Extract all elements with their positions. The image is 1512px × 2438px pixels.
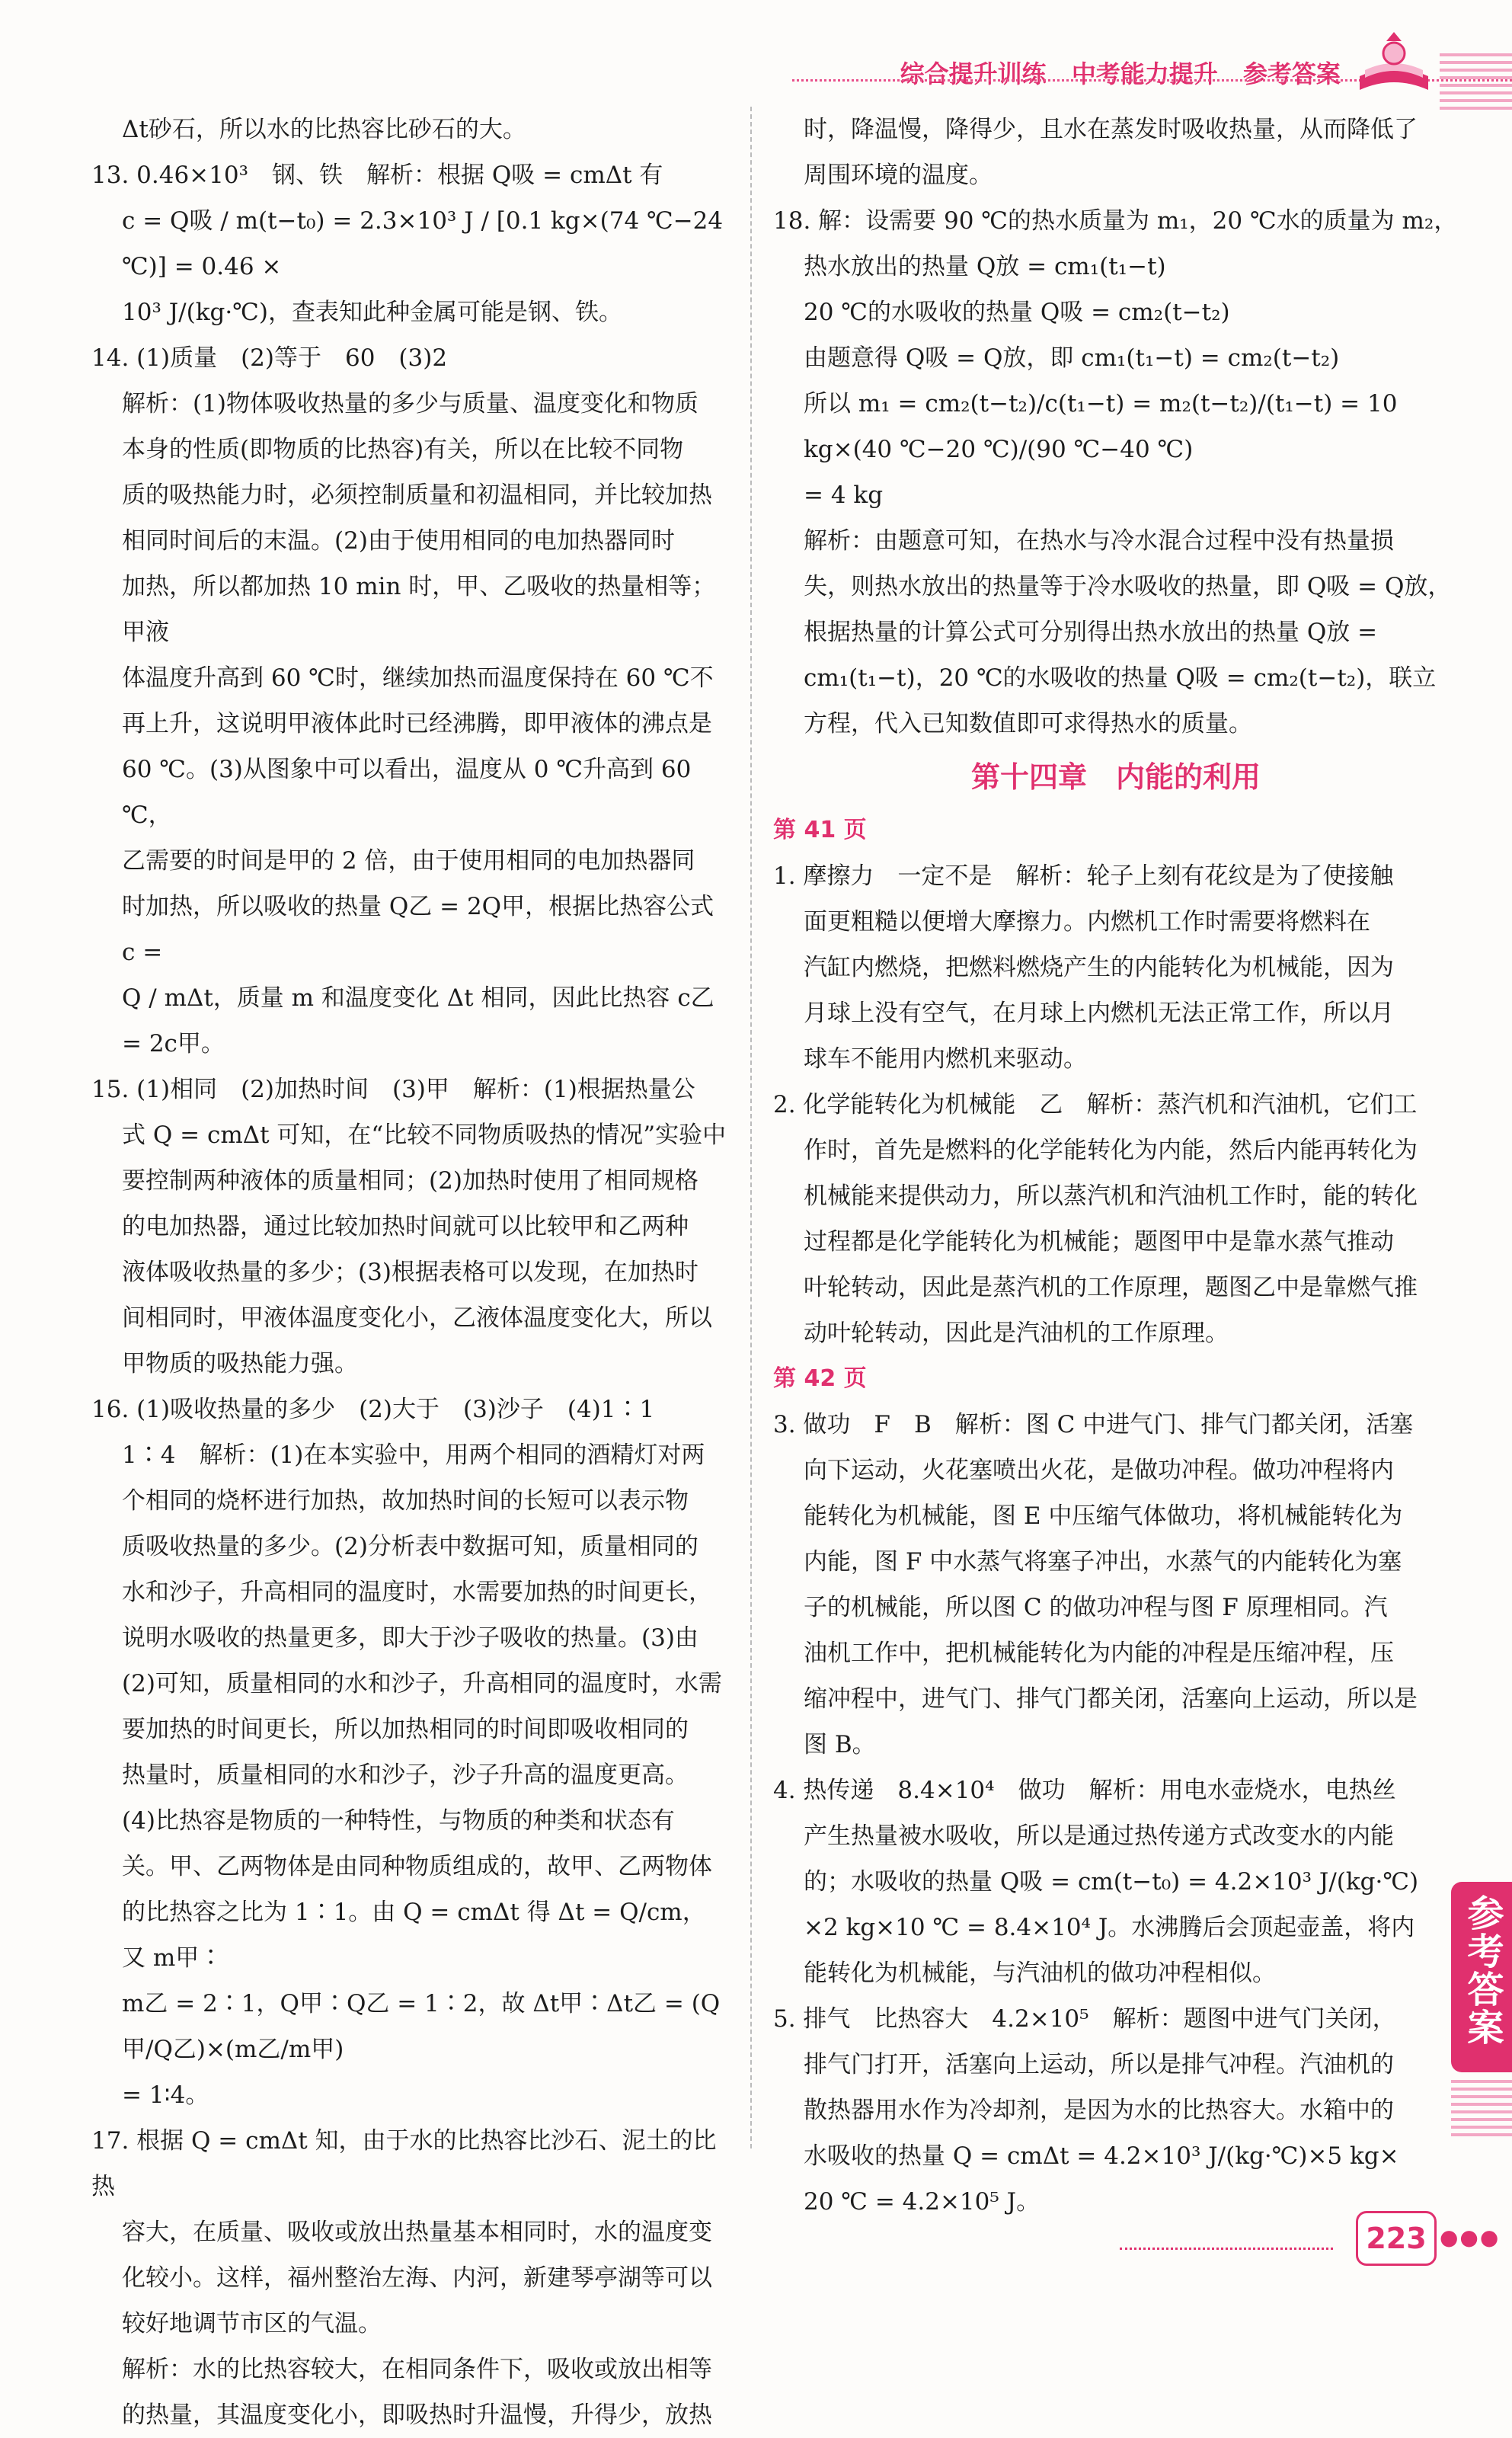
text-line: ×2 kg×10 ℃ = 8.4×10⁴ J。水沸腾后会顶起壶盖，将内 — [804, 1914, 1415, 1941]
left-column — [91, 107, 727, 2438]
page-ref-41: 第 41 页 — [773, 817, 867, 843]
text-line: 的；水吸收的热量 Q吸 = cm(t−t₀) = 4.2×10³ J/(kg·℃) — [804, 1868, 1419, 1896]
text-line: 叶轮转动，因此是蒸汽机的工作原理，题图乙中是靠燃气推 — [804, 1274, 1418, 1301]
page-number: 223 — [1356, 2211, 1437, 2266]
text-line: 1. 摩擦力 一定不是 解析：轮子上刻有花纹是为了使接触 — [773, 862, 1394, 890]
text-line: 内能，图 F 中水蒸气将塞子冲出，水蒸气的内能转化为塞 — [804, 1548, 1402, 1576]
text-line: 容大，在质量、吸收或放出热量基本相同时，水的温度变 — [122, 2219, 712, 2246]
text-line: m乙 = 2∶1，Q甲∶Q乙 = 1∶2，故 Δt甲∶Δt乙 = (Q甲/Q乙)×(m乙/m甲) — [122, 1990, 721, 2063]
text-line: 甲物质的吸热能力强。 — [122, 1350, 358, 1377]
right-column-part-c — [773, 1402, 1459, 2225]
text-line: 13. 0.46×10³ 钢、铁 解析：根据 Q吸 = cmΔt 有 — [91, 162, 663, 189]
text-line: 散热器用水作为冷却剂，是因为水的比热容大。水箱中的 — [804, 2097, 1394, 2124]
text-line: 18. 解：设需要 90 ℃的热水质量为 m₁，20 ℃水的质量为 m₂， — [773, 207, 1458, 235]
book-logo-icon — [1348, 30, 1440, 107]
text-line: 再上升，这说明甲液体此时已经沸腾，即甲液体的沸点是 — [122, 710, 712, 737]
text-line: 1∶4 解析：(1)在本实验中，用两个相同的酒精灯对两 — [122, 1441, 705, 1469]
text-line: 由题意得 Q吸 = Q放，即 cm₁(t₁−t) = cm₂(t−t₂) — [804, 344, 1340, 372]
page-number-dots: ●●● — [1440, 2225, 1501, 2250]
text-line: 解析：水的比热容较大，在相同条件下，吸收或放出相等 — [122, 2356, 712, 2383]
text-line: 液体吸收热量的多少；(3)根据表格可以发现，在加热时 — [122, 1259, 698, 1286]
text-line: 时，降温慢，降得少，且水在蒸发时吸收热量，从而降低了 — [804, 116, 1418, 143]
text-line: 的电加热器，通过比较加热时间就可以比较甲和乙两种 — [122, 1213, 689, 1240]
text-line: 的热量，其温度变化小，即吸热时升温慢，升得少，放热 — [122, 2401, 712, 2429]
text-line: 能转化为机械能，图 E 中压缩气体做功，将机械能转化为 — [804, 1502, 1403, 1530]
text-line: 个相同的烧杯进行加热，故加热时间的长短可以表示物 — [122, 1487, 689, 1515]
text-line: 能转化为机械能，与汽油机的做功冲程相似。 — [804, 1960, 1276, 1987]
header-item: 综合提升训练 — [900, 59, 1047, 88]
text-line: 说明水吸收的热量更多，即大于沙子吸收的热量。(3)由 — [122, 1624, 698, 1652]
text-line: 排气门打开，活塞向上运动，所以是排气冲程。汽油机的 — [804, 2051, 1394, 2078]
text-line: 4. 热传递 8.4×10⁴ 做功 解析：用电水壶烧水，电热丝 — [773, 1777, 1396, 1804]
text-line: 油机工作中，把机械能转化为内能的冲程是压缩冲程，压 — [804, 1640, 1394, 1667]
header-stripes — [1440, 53, 1512, 114]
text-line: 方程，代入已知数值即可求得热水的质量。 — [804, 710, 1252, 737]
text-line: (4)比热容是物质的一种特性，与物质的种类和状态有 — [122, 1807, 675, 1835]
text-line: 周围环境的温度。 — [804, 162, 993, 189]
text-line: 汽缸内燃烧，把燃料燃烧产生的内能转化为机械能，因为 — [804, 954, 1394, 981]
side-stripes — [1451, 2080, 1512, 2141]
text-line: 相同时间后的末温。(2)由于使用相同的电加热器同时 — [122, 527, 675, 555]
text-line: 要控制两种液体的质量相同；(2)加热时使用了相同规格 — [122, 1167, 698, 1195]
header-item: 参考答案 — [1242, 59, 1341, 88]
text-line: 缩冲程中，进气门、排气门都关闭，活塞向上运动，所以是 — [804, 1685, 1418, 1713]
text-line: cm₁(t₁−t)，20 ℃的水吸收的热量 Q吸 = cm₂(t−t₂)，联立 — [804, 664, 1437, 692]
text-line: = 1∶4。 — [122, 2081, 209, 2109]
text-line: 作时，首先是燃料的化学能转化为内能，然后内能再转化为 — [804, 1137, 1418, 1164]
text-line: 关。甲、乙两物体是由同种物质组成的，故甲、乙两物体 — [122, 1853, 712, 1880]
right-column-part-b — [773, 853, 1459, 1356]
text-line: 图 B。 — [804, 1731, 876, 1758]
text-line: 间相同时，甲液体温度变化小，乙液体温度变化大，所以 — [122, 1304, 712, 1332]
text-line: 动叶轮转动，因此是汽油机的工作原理。 — [804, 1320, 1229, 1347]
text-line: 过程都是化学能转化为机械能；题图甲中是靠水蒸气推动 — [804, 1228, 1394, 1256]
side-tab-label: 参考答案 — [1461, 1894, 1504, 2046]
text-line: c = Q吸 / m(t−t₀) = 2.3×10³ J / [0.1 kg×(74 ℃−24 ℃)] = 0.46 × — [122, 207, 724, 280]
column-divider — [750, 107, 752, 2148]
right-column-part-a — [773, 107, 1459, 747]
text-line: 子的机械能，所以图 C 的做功冲程与图 F 原理相同。汽 — [804, 1594, 1388, 1621]
text-line: (2)可知，质量相同的水和沙子，升高相同的温度时，水需 — [122, 1670, 722, 1697]
text-line: Q / mΔt，质量 m 和温度变化 Δt 相同，因此比热容 c乙 = 2c甲。 — [122, 984, 714, 1057]
text-line: 的比热容之比为 1∶1。由 Q = cmΔt 得 Δt = Q/cm，又 m甲∶ — [122, 1899, 706, 1972]
text-line: = 4 kg — [804, 482, 884, 509]
text-line: 质吸收热量的多少。(2)分析表中数据可知，质量相同的 — [122, 1533, 698, 1560]
text-line: 乙需要的时间是甲的 2 倍，由于使用相同的电加热器同 — [122, 847, 695, 875]
text-line: 10³ J/(kg·℃)，查表知此种金属可能是钢、铁。 — [122, 299, 622, 326]
text-line: 16. (1)吸收热量的多少 (2)大于 (3)沙子 (4)1∶1 — [91, 1396, 655, 1423]
chapter-title: 第十四章 内能的利用 — [970, 760, 1261, 794]
text-line: 解析：由题意可知，在热水与冷水混合过程中没有热量损 — [804, 527, 1394, 555]
text-line: 水吸收的热量 Q = cmΔt = 4.2×10³ J/(kg·℃)×5 kg× — [804, 2142, 1399, 2170]
text-line: 较好地调节市区的气温。 — [122, 2310, 382, 2337]
text-line: 17. 根据 Q = cmΔt 知，由于水的比热容比沙石、泥土的比热 — [91, 2127, 717, 2200]
text-line: 时加热，所以吸收的热量 Q乙 = 2Q甲，根据比热容公式 c = — [122, 893, 714, 966]
text-line: 15. (1)相同 (2)加热时间 (3)甲 解析：(1)根据热量公 — [91, 1076, 695, 1103]
text-line: 水和沙子，升高相同的温度时，水需要加热的时间更长， — [122, 1579, 712, 1606]
text-line: 5. 排气 比热容大 4.2×10⁵ 解析：题图中进气门关闭， — [773, 2005, 1396, 2033]
text-line: 14. (1)质量 (2)等于 60 (3)2 — [91, 344, 448, 372]
text-line: 月球上没有空气，在月球上内燃机无法正常工作，所以月 — [804, 1000, 1394, 1027]
text-line: 20 ℃ = 4.2×10⁵ J。 — [804, 2188, 1040, 2216]
text-line: 化较小。这样，福州整治左海、内河，新建琴亭湖等可以 — [122, 2264, 712, 2292]
text-line: 机械能来提供动力，所以蒸汽机和汽油机工作时，能的转化 — [804, 1182, 1418, 1210]
text-line: 20 ℃的水吸收的热量 Q吸 = cm₂(t−t₂) — [804, 299, 1230, 326]
text-line: 球车不能用内燃机来驱动。 — [804, 1045, 1087, 1073]
text-line: 向下运动，火花塞喷出火花，是做功冲程。做功冲程将内 — [804, 1457, 1394, 1484]
text-line: 2. 化学能转化为机械能 乙 解析：蒸汽机和汽油机，它们工 — [773, 1091, 1418, 1118]
text-line: 所以 m₁ = cm₂(t−t₂)/c(t₁−t) = m₂(t−t₂)/(t₁−t) = 10 kg×(40 ℃−20 ℃)/(90 ℃−40 ℃) — [804, 390, 1398, 463]
right-column — [773, 107, 1459, 2225]
header-item: 中考能力提升 — [1071, 59, 1218, 88]
running-header — [792, 55, 1341, 93]
text-line: 加热，所以都加热 10 min 时，甲、乙吸收的热量相等；甲液 — [122, 573, 716, 646]
text-line: 解析：(1)物体吸收热量的多少与质量、温度变化和物质 — [122, 390, 698, 418]
page-ref-42: 第 42 页 — [773, 1365, 867, 1392]
text-line: 热量时，质量相同的水和沙子，沙子升高的温度更高。 — [122, 1761, 689, 1789]
text-line: 质的吸热能力时，必须控制质量和初温相同，并比较加热 — [122, 482, 712, 509]
text-line: 60 ℃。(3)从图象中可以看出，温度从 0 ℃升高到 60 ℃， — [122, 756, 692, 829]
text-line: 3. 做功 F B 解析：图 C 中进气门、排气门都关闭，活塞 — [773, 1411, 1414, 1438]
text-line: 热水放出的热量 Q放 = cm₁(t₁−t) — [804, 253, 1166, 280]
text-line: 本身的性质(即物质的比热容)有关，所以在比较不同物 — [122, 436, 684, 463]
text-line: 产生热量被水吸收，所以是通过热传递方式改变水的内能 — [804, 1822, 1394, 1850]
footer-rule — [1120, 2248, 1333, 2250]
text-line: 要加热的时间更长，所以加热相同的时间即吸收相同的 — [122, 1716, 689, 1743]
text-line: 失，则热水放出的热量等于冷水吸收的热量，即 Q吸 = Q放， — [804, 573, 1452, 600]
text-line: 体温度升高到 60 ℃时，继续加热而温度保持在 60 ℃不 — [122, 664, 714, 692]
text-line: 根据热量的计算公式可分别得出热水放出的热量 Q放 = — [804, 619, 1378, 646]
text-line: 面更粗糙以便增大摩擦力。内燃机工作时需要将燃料在 — [804, 908, 1370, 936]
text-line: 式 Q = cmΔt 可知，在“比较不同物质吸热的情况”实验中 — [122, 1121, 727, 1149]
text-line: Δt砂石，所以水的比热容比砂石的大。 — [122, 116, 526, 143]
